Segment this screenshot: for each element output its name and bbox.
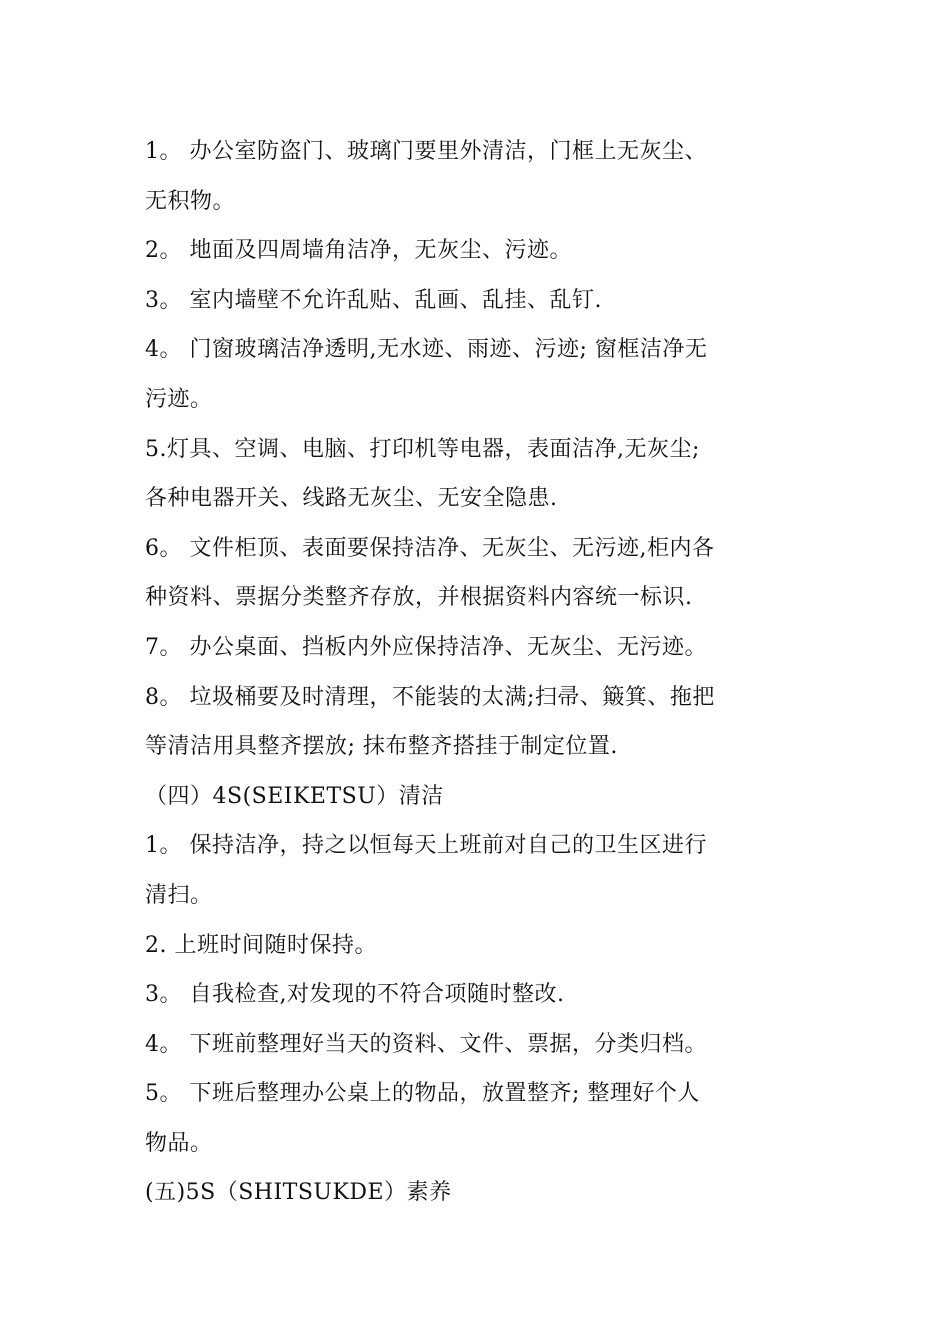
text-line-12: 8。 垃圾桶要及时清理，不能装的太满;扫帚、簸箕、拖把 (145, 684, 715, 710)
text-line-16: 清扫。 (145, 882, 213, 908)
text-line-20: 5。 下班后整理办公桌上的物品，放置整齐; 整理好个人 (145, 1081, 700, 1107)
text-line-2: 无积物。 (145, 188, 236, 214)
text-line-21: 物品。 (145, 1130, 213, 1156)
section-heading-4s: （四）4S(SEIKETSU）清洁 (145, 783, 444, 809)
text-line-18: 3。 自我检查,对发现的不符合项随时整改. (145, 982, 565, 1008)
text-line-9: 6。 文件柜顶、表面要保持洁净、无灰尘、无污迹,柜内各 (145, 535, 715, 561)
section-heading-5s: (五)5S（SHITSUKDE）素养 (145, 1180, 452, 1206)
text-line-19: 4。 下班前整理好当天的资料、文件、票据，分类归档。 (145, 1031, 707, 1057)
text-line-6: 污迹。 (145, 386, 213, 412)
text-line-17: 2. 上班时间随时保持。 (145, 932, 377, 958)
text-line-1: 1。 办公室防盗门、玻璃门要里外清洁，门框上无灰尘、 (145, 139, 707, 164)
text-line-4: 3。 室内墙壁不允许乱贴、乱画、乱挂、乱钉. (145, 287, 602, 313)
text-line-3: 2。 地面及四周墙角洁净，无灰尘、污迹。 (145, 238, 572, 264)
text-line-13: 等清洁用具整齐摆放; 抹布整齐搭挂于制定位置. (145, 734, 618, 760)
document-page (145, 130, 815, 1221)
text-line-11: 7。 办公桌面、挡板内外应保持洁净、无灰尘、无污迹。 (145, 634, 707, 660)
text-line-5: 4。 门窗玻璃洁净透明,无水迹、雨迹、污迹; 窗框洁净无 (145, 337, 708, 363)
text-line-10: 种资料、票据分类整齐存放，并根据资料内容统一标识. (145, 585, 693, 611)
text-line-8: 各种电器开关、线路无灰尘、无安全隐患. (145, 486, 558, 512)
text-line-7: 5.灯具、空调、电脑、打印机等电器，表面洁净,无灰尘; (145, 436, 700, 462)
text-line-15: 1。 保持洁净，持之以恒每天上班前对自己的卫生区进行 (145, 833, 707, 859)
